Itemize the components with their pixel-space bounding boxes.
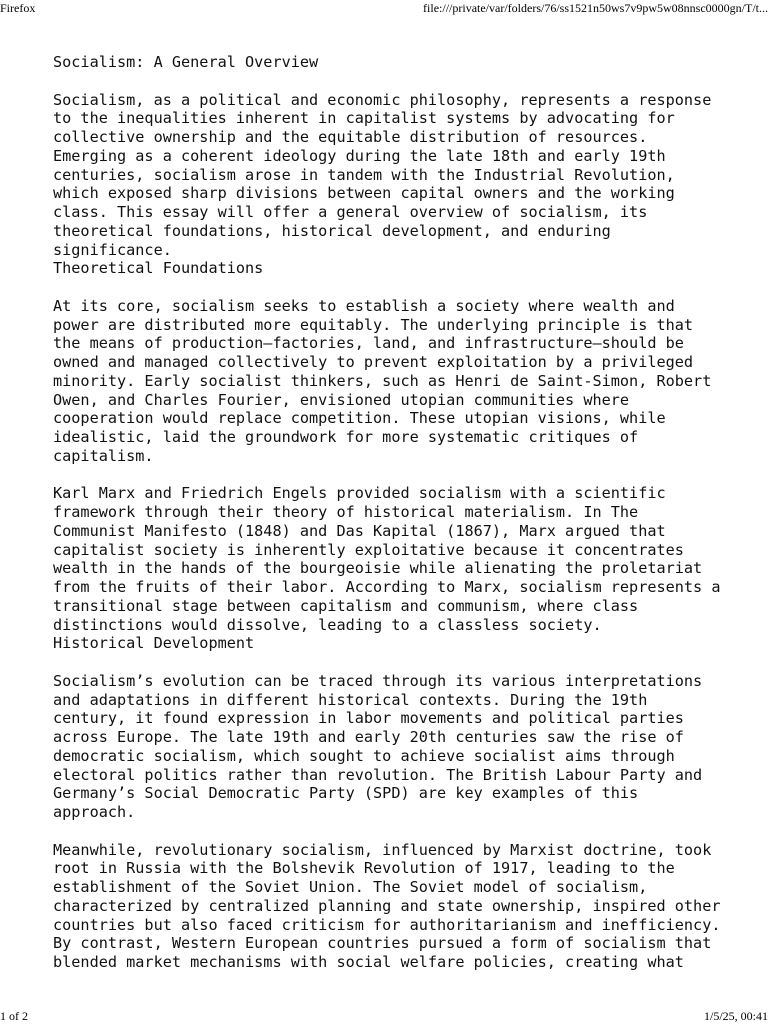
- document-body: [53, 53, 743, 972]
- paragraph-revolutionary-socialism: [53, 841, 743, 972]
- text-line: class. This essay will offer a general overview of socialism, its: [53, 203, 648, 221]
- text-line: which exposed sharp divisions between capital owners and the working: [53, 184, 675, 203]
- text-line: across Europe. The late 19th and early 20th centuries saw the rise of: [53, 728, 684, 746]
- text-line: Emerging as a coherent ideology during the late 18th and early 19th: [53, 146, 666, 165]
- text-line: Owen, and Charles Fourier, envisioned utopian communities where: [53, 390, 630, 409]
- paragraph-core-principles: [53, 297, 743, 466]
- text-line: Communist Manifesto (1848) and Das Kapital (1867), Marx argued that: [53, 521, 666, 540]
- paragraph-evolution: [53, 672, 743, 822]
- text-line: capitalist society is inherently exploitative because it concentrates: [53, 540, 684, 559]
- text-line: wealth in the hands of the bourgeoisie while alienating the proletariat: [53, 559, 703, 578]
- text-line: establishment of the Soviet Union. The Soviet model of socialism,: [53, 878, 648, 896]
- print-timestamp: 1/5/25, 00:41: [703, 1009, 768, 1023]
- text-line: theoretical foundations, historical development, and enduring: [53, 221, 611, 240]
- text-line: Socialism, as a political and economic philosophy, represents a response: [53, 90, 712, 109]
- spacer: [53, 822, 743, 841]
- page-indicator: 1 of 2: [0, 1009, 28, 1023]
- text-line: distinctions would dissolve, leading to a classless society.: [53, 615, 602, 634]
- document-title: Socialism: A General Overview: [53, 53, 319, 71]
- text-line: collective ownership and the equitable distribution of resources.: [53, 128, 648, 146]
- text-line: Meanwhile, revolutionary socialism, influenced by Marxist doctrine, took: [53, 840, 712, 859]
- text-line: centuries, socialism arose in tandem with the Industrial Revolution,: [53, 165, 675, 184]
- spacer: [53, 278, 743, 297]
- text-line: the means of production—factories, land, and infrastructure—should be: [53, 334, 684, 353]
- text-line: root in Russia with the Bolshevik Revolution of 1917, leading to the: [53, 859, 675, 878]
- text-line: significance.: [53, 240, 172, 259]
- text-line: electoral politics rather than revolution. The British Labour Party and: [53, 765, 703, 784]
- text-line: approach.: [53, 803, 136, 821]
- text-line: Socialism’s evolution can be traced through its various interpretations: [53, 671, 703, 690]
- text-line: By contrast, Western European countries pursued a form of socialism that: [53, 934, 712, 953]
- text-line: minority. Early socialist thinkers, such as Henri de Saint-Simon, Robert: [53, 371, 712, 390]
- text-line: countries but also faced criticism for authoritarianism and inefficiency.: [53, 915, 721, 934]
- spacer: [53, 466, 743, 485]
- spacer: [53, 653, 743, 672]
- paragraph-marx-engels: [53, 484, 743, 634]
- text-line: Karl Marx and Friedrich Engels provided socialism with a scientific: [53, 484, 666, 503]
- text-line: to the inequalities inherent in capitalist systems by advocating for: [53, 109, 675, 128]
- text-line: framework through their theory of historical materialism. In The: [53, 503, 639, 521]
- text-line: century, it found expression in labor movements and political parties: [53, 709, 684, 728]
- print-footer: [0, 1008, 768, 1024]
- section-heading-historical-development: Historical Development: [53, 634, 255, 653]
- text-line: capitalism.: [53, 446, 154, 465]
- text-line: Germany’s Social Democratic Party (SPD) are key examples of this: [53, 784, 639, 803]
- browser-name: Firefox: [0, 1, 36, 15]
- text-line: idealistic, laid the groundwork for more systematic critiques of: [53, 428, 639, 446]
- text-line: power are distributed more equitably. The underlying principle is that: [53, 315, 694, 334]
- text-line: and adaptations in different historical contexts. During the 19th: [53, 690, 648, 709]
- file-url: file:///private/var/folders/76/ss1521n50ws7v9pw5w08nnsc0000gn/T/t...: [423, 1, 768, 15]
- text-line: At its core, socialism seeks to establish a society where wealth and: [53, 296, 675, 315]
- section-heading-theoretical-foundations: Theoretical Foundations: [53, 259, 264, 278]
- text-line: blended market mechanisms with social welfare policies, creating what: [53, 953, 684, 971]
- spacer: [53, 72, 743, 91]
- text-line: cooperation would replace competition. These utopian visions, while: [53, 409, 666, 428]
- text-line: characterized by centralized planning and state ownership, inspired other: [53, 896, 721, 915]
- intro-paragraph: [53, 91, 743, 260]
- print-header: [0, 0, 768, 16]
- text-line: owned and managed collectively to prevent exploitation by a privileged: [53, 353, 694, 371]
- text-line: from the fruits of their labor. According to Marx, socialism represents a: [53, 578, 721, 596]
- text-line: transitional stage between capitalism and communism, where class: [53, 596, 639, 615]
- text-line: democratic socialism, which sought to achieve socialist aims through: [53, 746, 675, 765]
